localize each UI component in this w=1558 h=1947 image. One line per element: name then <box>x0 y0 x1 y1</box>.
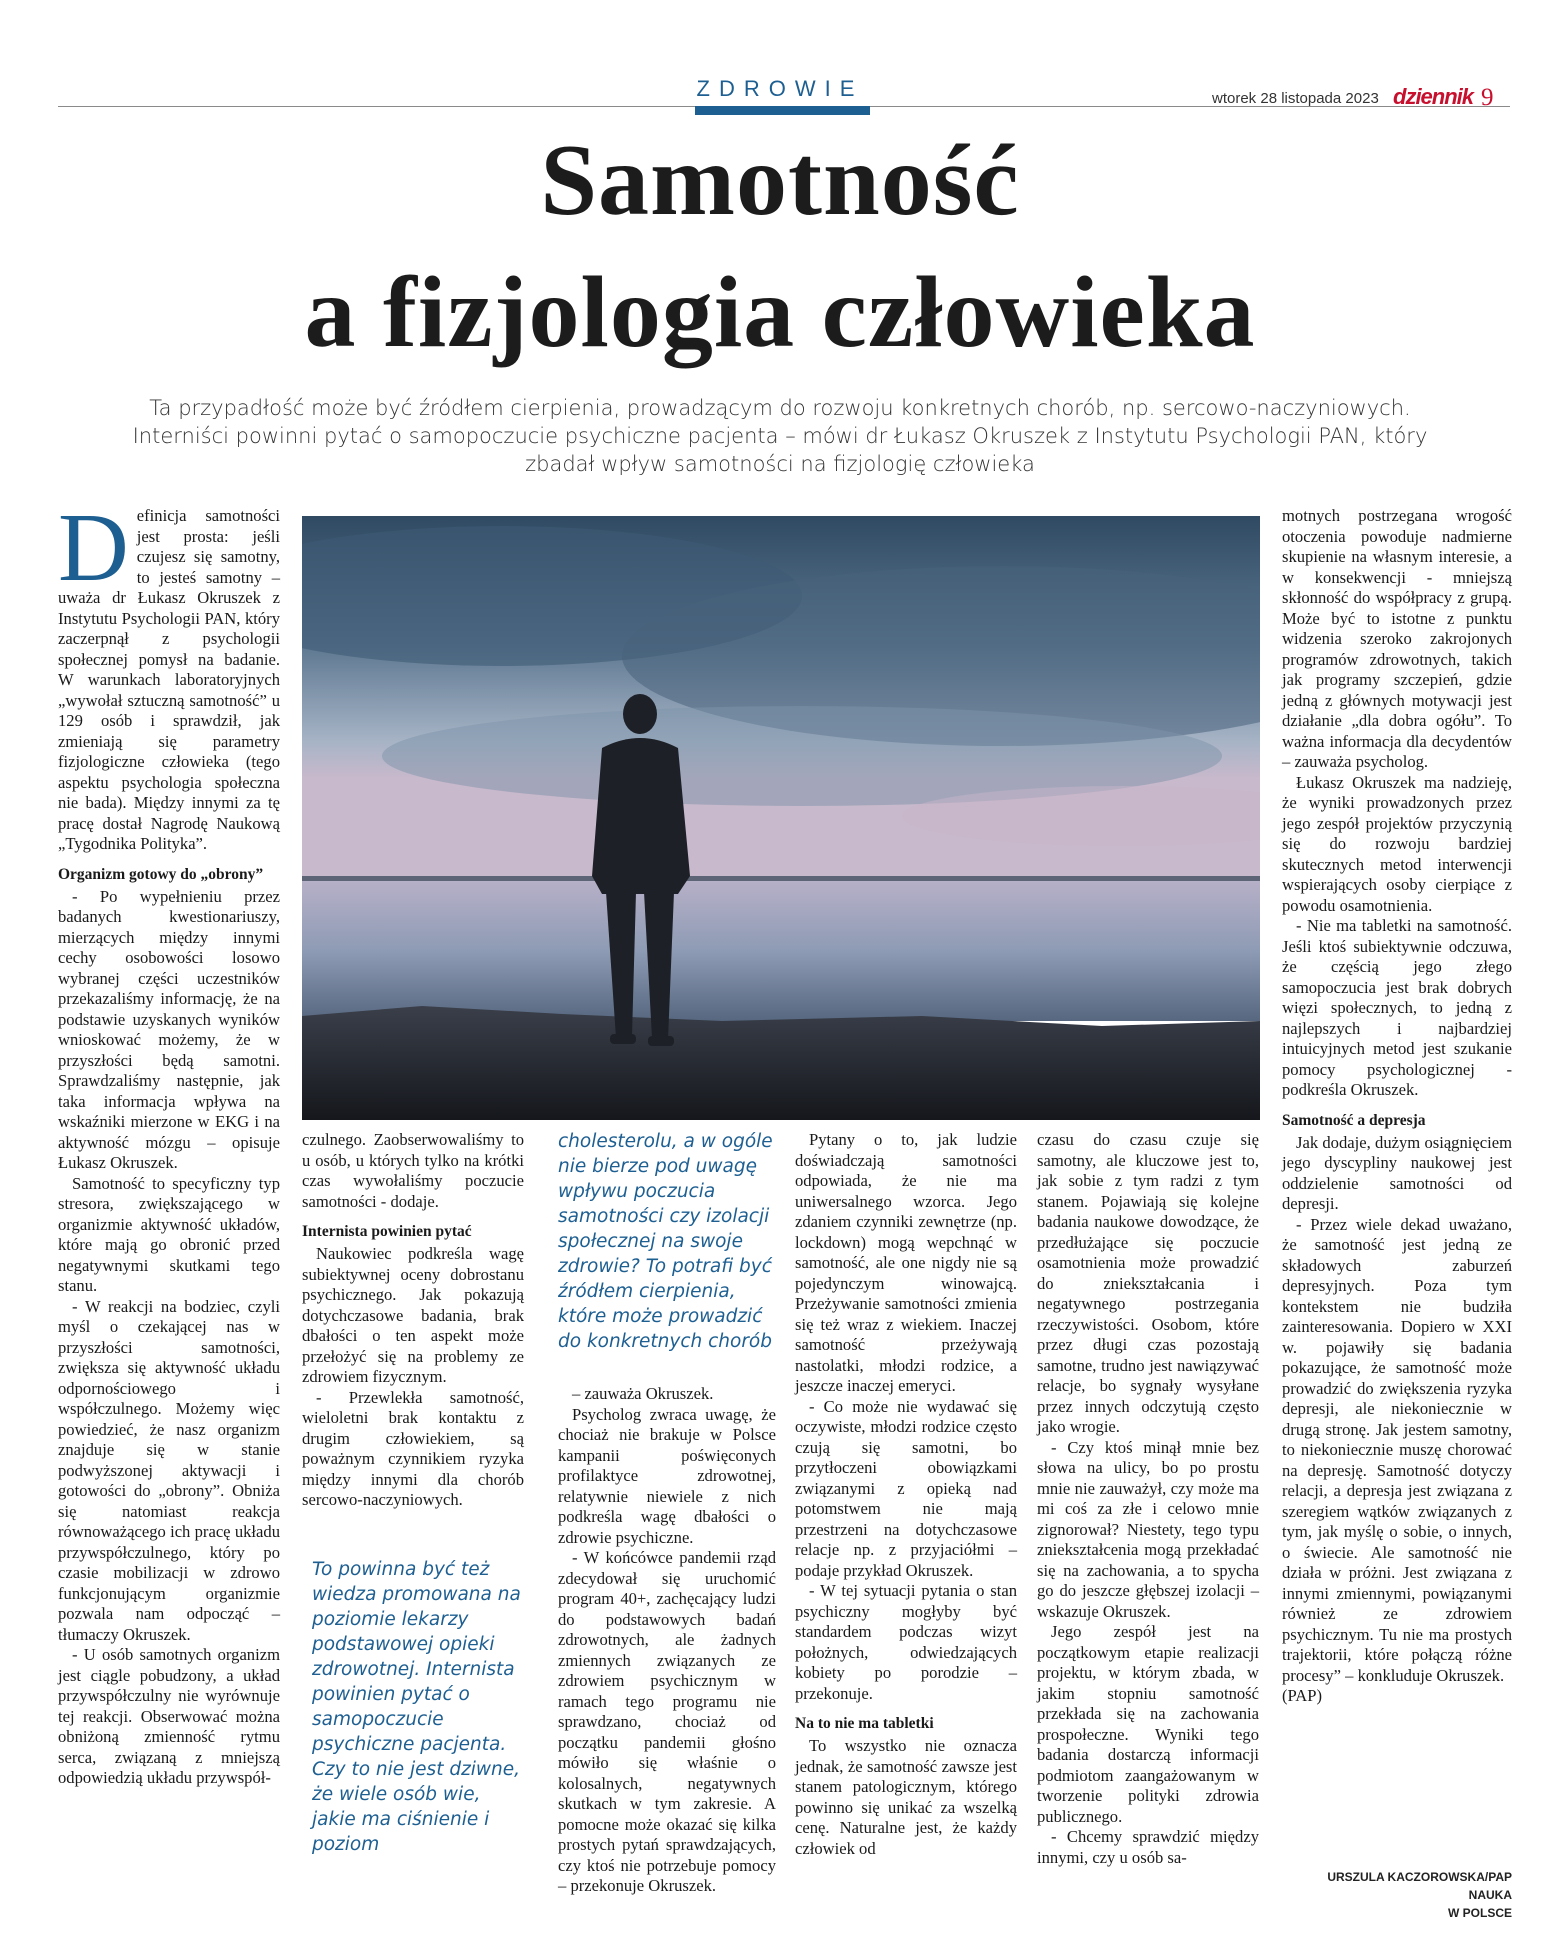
paragraph: - W tej sytuacji pytania o stan psychiczny mogłyby być standardem podczas wizyt położnych, odwiedzających kobiety po porodzie – przekonuje. <box>795 1581 1017 1703</box>
credit-line-1: URSZULA KACZOROWSKA/PAP NAUKA <box>1327 1870 1512 1902</box>
subheading: Organizm gotowy do „obrony” <box>58 865 264 883</box>
paragraph: efinicja samotności jest prosta: jeśli czujesz się samotny, to jesteś samotny – uważa dr Łukasz Okruszek z Instytutu Psychologii PAN, który zaczerpnął z psychologii społecznej pomysł na badanie. W warunkach laboratoryjnych „wywołał sztuczną samotność” u 129 osób i sprawdził, jak zmieniają się parametry fizjologiczne człowieka (tego aspektu psychologia społeczna nie bada). Między innymi za tę pracę dostał Nagrodę Naukową „Tygodnika Polityka”. <box>58 506 280 853</box>
paragraph: - Czy ktoś minął mnie bez słowa na ulicy, bo po prostu mnie nie zauważył, czy może ma mi coś za złe i celowo mnie zignorował? Niestety, tego typu zniekształcenia mogą przekładać się na zachowania, a to spycha go do jeszcze głębszej izolacji – wskazuje Okruszek. <box>1037 1437 1259 1621</box>
paragraph: Naukowiec podkreśla wagę subiektywnej oceny dobrostanu psychicznego. Jak pokazują dotychczasowe badania, brak dbałości o ten aspekt może przełożyć się na problemy ze zdrowiem fizycznym. <box>302 1244 524 1386</box>
column-4 <box>795 1130 1017 1859</box>
credit-line-2: W POLSCE <box>1447 1906 1512 1920</box>
paragraph: motnych postrzegana wrogość otoczenia powoduje nadmierne skupienie na własnym interesie, a w konsekwencji - mniejszą skłonność do współpracy z grupą. Może być to istotne z punktu widzenia szeroko zakrojonych programów zdrowotnych, takich jak programy szczepień, gdzie jedną z głównych motywacji jest działanie „dla dobra ogółu”. To ważna informacja dla decydentów – zauważa psycholog. <box>1282 506 1512 771</box>
paragraph: czasu do czasu czuje się samotny, ale kluczowe jest to, jak sobie z tym radzi z tym stanem. Pojawiają się kolejne badania naukowe dowodzące, że przedłużające się poczucie osamotnienia może prowadzić do zniekształcania i negatywnego postrzegania rzeczywistości. Osobom, które przez długi czas pozostają samotne, trudno jest nawiązywać relacje, bo sygnały wysyłane przez innych odczytują często jako wrogie. <box>1037 1130 1259 1436</box>
section-bar <box>695 106 870 115</box>
lead-line-3: zbadał wpływ samotności na fizjologię człowieka <box>525 452 1035 476</box>
lead-line-2: Interniści powinni pytać o samopoczucie psychiczne pacjenta – mówi dr Łukasz Okruszek z Instytutu Psychologii PAN, który <box>132 424 1428 448</box>
page-date: wtorek 28 listopada 2023 <box>1212 90 1379 107</box>
paragraph: - Nie ma tabletki na samotność. Jeśli ktoś subiektywnie odczuwa, że częścią jego złego samopoczucia jest brak dobrych więzi społecznych, to jedną z najlepszych i najbardziej intuicyjnych metod jest szukanie pomocy psychologicznej - podkreśla Okruszek. <box>1282 916 1512 1099</box>
paragraph: - Przez wiele dekad uważano, że samotność jest jedną ze składowych zaburzeń depresyjnych. Poza tym kontekstem nie budziła zainteresowania. Dopiero w XXI w. pojawiły się badania pokazujące, że samotność może prowadzić do zwiększenia ryzyka depresji, ale niekoniecznie w drugą stronę. Jak jestem samotny, to niekoniecznie muszę chorować na depresję. Samotność dotyczy relacji, a depresja jest związana z szeregiem wątków związanych z tym, jak myślę o sobie, o innych, o świecie. Ale samotność nie działa w próżni. Jest związana z innymi zmiennymi, powiązanymi również ze zdrowiem psychicznym. Tu nie ma prostych trajektorii, które połączą różne procesy” – konkluduje Okruszek. <box>1282 1214 1512 1685</box>
paragraph: czulnego. Zaobserwowaliśmy to u osób, u których tylko na krótki czas wywołaliśmy poczucie samotności - dodaje. <box>302 1130 524 1211</box>
paragraph: Jak dodaje, dużym osiągnięciem jego dyscypliny naukowej jest oddzielenie samotności od depresji. <box>1282 1132 1512 1213</box>
paragraph: - Po wypełnieniu przez badanych kwestionariuszy, mierzących między innymi cechy osobowości losowo wybranej części uczestników przekazaliśmy informację, że na podstawie uzyskanych wyników wnioskować możemy, że w przyszłości będą samotni. Sprawdzaliśmy następnie, jak taka informacja wpływa na wskaźniki mierzone w EKG i na aktywność mózgu – opisuje Łukasz Okruszek. <box>58 886 280 1172</box>
column-3 <box>558 1384 776 1897</box>
paragraph: (PAP) <box>1282 1686 1322 1705</box>
subheading: Samotność a depresja <box>1282 1111 1426 1129</box>
masthead-logo: dziennik <box>1393 84 1474 109</box>
paragraph: Psycholog zwraca uwagę, że chociaż nie brakuje w Polsce kampanii poświęconych profilaktyce zdrowotnej, relatywnie niewiele z nich podkreśla wagę dbałości o zdrowie psychiczne. <box>558 1404 776 1547</box>
headline-line-2: a fizjologia człowieka <box>304 256 1256 369</box>
paragraph: Jego zespół jest na początkowym etapie realizacji projektu, w którym zbada, w jakim stopniu samotność przekłada się na zachowania prospołeczne. Wyniki tego badania dostarczą informacji podmiotom zaangażowanym w tworzenie polityki zdrowia publicznego. <box>1037 1622 1259 1826</box>
dropcap: D <box>58 494 129 602</box>
paragraph: - Co może nie wydawać się oczywiste, młodzi rodzice często czują się samotni, bo przytłoczeni obowiązkami związanymi z opieką nad potomstwem nie mają przestrzeni na dotychczasowe relacje np. z przyjaciółmi – podaje przykład Okruszek. <box>795 1396 1017 1580</box>
lead-line-1: Ta przypadłość może być źródłem cierpienia, prowadzącym do rozwoju konkretnych chorób, np. sercowo-naczyniowych. <box>149 396 1411 420</box>
lead <box>70 394 1490 478</box>
paragraph: - U osób samotnych organizm jest ciągle pobudzony, a układ przywspółczulny nie wyrównuje tej reakcji. Obserwować można obniżoną zmienność rytmu serca, związaną z mniejszą odpowiedzią układu przywspół- <box>58 1645 280 1787</box>
paragraph: Łukasz Okruszek ma nadzieję, że wyniki prowadzonych przez jego zespół projektów przyczynią się do rozwoju bardziej skutecznych metod interwencji wspierających osoby cierpiące z powodu osamotnienia. <box>1282 772 1512 915</box>
pullquote-part-2: cholesterolu, a w ogóle nie bierze pod uwagę wpływu poczucia samotności czy izolacji społecznej na swoje zdrowie? To potrafi być źródłem cierpienia, które może prowadzić do konkretnych chorób <box>558 1131 773 1352</box>
paragraph: Pytany o to, jak ludzie doświadczają samotności odpowiada, że nie ma uniwersalnego wzorca. Jego zdaniem czynniki zewnętrze (np. lockdown) mogą wepchnąć w samotność, ale one nigdy nie są pojedynczym winowajcą. Przeżywanie samotności zmienia się też wraz z wiekiem. Inaczej samotność przeżywają nastolatki, młodzi rodzice, a jeszcze inaczej emeryci. <box>795 1130 1017 1395</box>
column-5 <box>1037 1130 1259 1868</box>
headline-line-1: Samotność <box>540 124 1020 237</box>
headline <box>60 115 1500 379</box>
paragraph: Samotność to specyficzny typ stresora, zwiększającego w organizmie aktywność układów, które mają go obronić przed negatywnymi skutkami tego stanu. <box>58 1173 280 1295</box>
author-credit <box>1282 1868 1512 1922</box>
paragraph: – zauważa Okruszek. <box>572 1384 714 1403</box>
column-6 <box>1282 506 1512 1707</box>
paragraph: To wszystko nie oznacza jednak, że samotność zawsze jest stanem patologicznym, którego powinno się unikać za wszelką cenę. Naturalne jest, że każdy człowiek od <box>795 1736 1017 1858</box>
page-number: 9 <box>1481 84 1494 111</box>
article-photo <box>302 516 1260 1120</box>
paragraph: - Chcemy sprawdzić między innymi, czy u osób sa- <box>1037 1827 1259 1867</box>
subheading: Na to nie ma tabletki <box>795 1715 934 1732</box>
column-2 <box>302 1130 524 1511</box>
column-1 <box>58 494 280 1789</box>
pullquote-part-1: To powinna być też wiedza promowana na poziomie lekarzy podstawowej opieki zdrowotnej. Internista powinien pytać o samopoczucie psychiczne pacjenta. Czy to nie jest dziwne, że wiele osób wie, jakie ma ciśnienie i poziom <box>312 1559 521 1855</box>
paragraph: - Przewlekła samotność, wieloletni brak kontaktu z drugim człowiekiem, są poważnym czynnikiem ryzyka między innymi dla chorób sercowo-naczyniowych. <box>302 1387 524 1509</box>
section-label: ZDROWIE <box>696 76 864 101</box>
paragraph: - W końcówce pandemii rząd zdecydował się uruchomić program 40+, zachęcający ludzi do podstawowych badań zdrowotnych, ale żadnych zmiennych związanych ze zdrowiem psychicznym w ramach tego programu nie sprawdzano, chociaż od początku pandemii głośno mówiło się właśnie o kolosalnych, negatywnych skutkach w tym zakresie. A pomocne może okazać się kilka prostych pytań sprawdzających, czy ktoś nie potrzebuje pomocy – przekonuje Okruszek. <box>558 1548 776 1895</box>
subheading: Internista powinien pytać <box>302 1223 472 1240</box>
paragraph: - W reakcji na bodziec, czyli myśl o czekającej nas w przyszłości samotności, zwiększa się aktywność układu odpornościowego i współczulnego. Możemy więc powiedzieć, że nasz organizm znajduje się w stanie podwyższonej aktywacji i gotowości do „obrony”. Obniża się natomiast reakcja równoważącego ich pracę układu przywspółczulnego, który po czasie mobilizacji w zdrowo funkcjonującym organizmie pozwala nam odpocząć – tłumaczy Okruszek. <box>58 1296 280 1644</box>
